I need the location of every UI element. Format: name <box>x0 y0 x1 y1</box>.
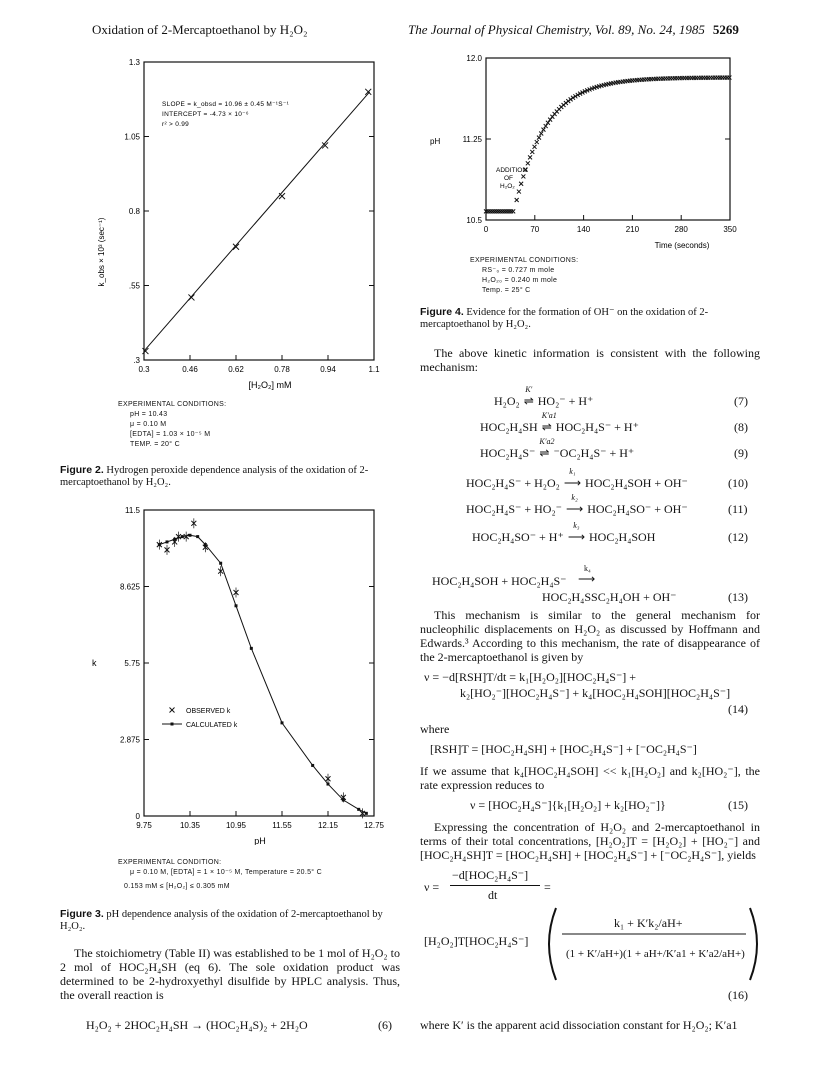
x-tick-label: 0.3 <box>138 365 150 374</box>
x-tick-label: 140 <box>576 225 591 234</box>
equation-number: (7) <box>734 394 748 408</box>
x-tick-label: 10.95 <box>225 821 247 830</box>
equation-13-number: (13) <box>728 590 748 604</box>
conditions-title: EXPERIMENTAL CONDITIONS: <box>118 401 227 408</box>
assumption-paragraph: If we assume that k₄[HOC₂H₄SOH] << k₁[H₂O₂] and k₂[HO₂⁻], the rate expression reduces to <box>420 764 760 792</box>
mechanism-equation <box>472 521 656 545</box>
mechanism-equation <box>480 411 639 435</box>
equation-rhs: HOC₂H₄SO⁻ + OH⁻ <box>587 502 688 516</box>
fit-annotation: INTERCEPT = -4.73 × 10⁻⁶ <box>162 111 249 118</box>
ph-point <box>537 136 541 140</box>
fit-annotation: r² > 0.99 <box>162 121 190 128</box>
where-label: where <box>420 722 450 736</box>
x-tick-label: 1.1 <box>368 365 380 374</box>
mechanism-equation <box>466 493 688 517</box>
running-head-title: Oxidation of 2-Mercaptoethanol by H₂O₂ <box>92 22 308 37</box>
legend-calculated-label: CALCULATED k <box>186 722 238 729</box>
mechanism-equation <box>466 467 688 491</box>
y-tick-label: 2.875 <box>119 735 140 745</box>
caption-label: Figure 3. <box>60 908 104 920</box>
x-axis-label: pH <box>254 836 266 845</box>
x-tick-label: 0.62 <box>228 365 244 374</box>
ph-point <box>530 150 534 154</box>
fit-line <box>144 92 370 351</box>
condition-range: 0.153 mM ≤ [H₂O₂] ≤ 0.305 mM <box>124 883 230 890</box>
calculated-point <box>181 535 184 538</box>
equilibrium-arrow: ⇌ K′a2 <box>539 437 555 460</box>
x-tick-label: 0.78 <box>274 365 290 374</box>
caption-text: Hydrogen peroxide dependence analysis of the oxidation of 2-mercaptoethanol by H₂O₂. <box>60 465 369 488</box>
equation-16-factor-denominator: (1 + K′/aH+)(1 + aH+/K′a1 + K′a2/aH+) <box>566 948 745 960</box>
equation-16-prefactor: [H₂O₂]T[HOC₂H₄S⁻] <box>424 934 529 948</box>
x-tick-label: 11.55 <box>272 821 292 830</box>
data-point <box>279 193 285 199</box>
equation-number: (11) <box>728 502 748 516</box>
equation-16-fraction-bar <box>450 885 540 886</box>
equation-lhs: HOC₂H₄S⁻ <box>480 446 536 460</box>
equation-lhs: HOC₂H₄S⁻ + HO₂⁻ <box>466 502 562 516</box>
y-tick-label: 0 <box>135 812 140 821</box>
x-tick-label: 70 <box>530 225 540 234</box>
mechanism-equation <box>494 385 594 409</box>
equation-13-arrow: ⟶ <box>578 572 596 586</box>
y-tick-label: 11.5 <box>125 506 140 515</box>
condition-h2o2: H₂O₂₀ = 0.240 m mole <box>482 277 558 284</box>
fig4-frame <box>486 58 730 220</box>
y-tick-label: 10.5 <box>466 216 482 225</box>
x-tick-label: 10.35 <box>179 821 201 830</box>
ph-point <box>535 140 539 144</box>
caption-label: Figure 2. <box>60 464 104 476</box>
mechanism-equation <box>480 437 635 461</box>
equation-13-lhs: HOC₂H₄SOH + HOC₂H₄S⁻ <box>432 574 567 588</box>
mechanism-paragraph: This mechanism is similar to the general mechanism for nucleophilic displacements on H₂O₂ as discussed by Hoffmann and Edwards.³ According to this mechanism, the rate of disappearance of the 2-mercaptoethanol is given by <box>420 608 760 664</box>
x-tick-label: 12.15 <box>317 821 339 830</box>
x-axis-label: [H₂O₂] mM <box>248 380 292 390</box>
ph-point <box>539 131 543 135</box>
calculated-point <box>196 535 199 538</box>
ph-point <box>526 161 530 165</box>
equation-16-equals: = <box>544 880 551 894</box>
equation-16-numerator: −d[HOC₂H₄S⁻] <box>452 868 529 882</box>
figure-3-caption <box>60 908 400 933</box>
equilibrium-arrow: ⇌ K′a1 <box>541 411 557 434</box>
x-tick-label: 12.75 <box>363 821 385 830</box>
caption-text: pH dependence analysis of the oxidation of 2-mercaptoethanol by H₂O₂. <box>60 909 383 932</box>
figure-4-conditions <box>470 256 578 296</box>
condition-mu: μ = 0.10 M <box>130 421 167 428</box>
ph-point <box>517 190 521 194</box>
equation-lhs: HOC₂H₄S⁻ + H₂O₂ <box>466 476 560 490</box>
addition-annotation: H₂O₂ <box>500 183 515 190</box>
conditions-title: EXPERIMENTAL CONDITIONS: <box>470 257 579 264</box>
equation-14-line-1: ν = −d[RSH]T/dt = k₁[H₂O₂][HOC₂H₄S⁻] + <box>424 670 637 684</box>
legend-observed-label: OBSERVED k <box>186 708 231 715</box>
x-tick-label: 9.75 <box>136 821 152 830</box>
x-tick-label: 210 <box>625 225 640 234</box>
condition-temp: Temp. = 25° C <box>482 287 531 294</box>
rate-constant: K′a2 <box>539 437 555 446</box>
addition-annotation: OF <box>504 175 514 182</box>
legend-calculated-marker <box>171 723 174 726</box>
condition-rs: RS⁻₀ = 0.727 m mole <box>482 267 555 274</box>
equation-14-number: (14) <box>728 702 748 716</box>
ph-point <box>521 174 525 178</box>
equation-rhs: HO₂⁻ + H⁺ <box>537 394 594 408</box>
equation-16-number: (16) <box>728 988 748 1002</box>
equation-15: ν = [HOC₂H₄S⁻]{k₁[H₂O₂] + k₂[HO₂⁻]} <box>470 798 666 812</box>
y-tick-label: 12.0 <box>466 54 482 63</box>
y-tick-label: 5.75 <box>124 659 140 668</box>
equation-6: H₂O₂ + 2HOC₂H₄SH → (HOC₂H₄S)₂ + 2H₂O <box>86 1018 308 1032</box>
reaction-arrow: ⟶ k₂ <box>566 493 584 516</box>
concentration-paragraph: Expressing the concentration of H₂O₂ and 2-mercaptoethanol in terms of their total concentrations, [H₂O₂]T = [H₂O₂] + [HO₂⁻] and [HOC₂H₄SH]T = [HOC₂H₄SH] + [HOC₂H₄S⁻] + [⁻OC₂H₄S⁻], yields <box>420 820 760 862</box>
y-tick-label: 8.625 <box>119 582 140 592</box>
mechanism-intro: The above kinetic information is consistent with the following mechanism: <box>420 346 760 374</box>
journal-citation: The Journal of Physical Chemistry, Vol. 89, No. 24, 1985 <box>408 22 705 37</box>
calculated-point <box>357 808 360 811</box>
y-tick-label: 0.8 <box>128 207 140 216</box>
equation-number: (10) <box>728 476 748 490</box>
ph-point <box>519 182 523 186</box>
equation-13-rate-constant: k₄ <box>584 564 591 573</box>
figure-2-chart <box>60 52 400 397</box>
conditions-title: EXPERIMENTAL CONDITION: <box>118 859 222 866</box>
fit-annotation: SLOPE = k_obsd = 10.96 ± 0.45 M⁻¹S⁻¹ <box>162 101 290 108</box>
y-axis-label: k_obs × 10³ (sec⁻¹) <box>97 217 106 287</box>
equation-number: (8) <box>734 420 748 434</box>
running-head-journal <box>408 22 739 38</box>
equation-lhs: HOC₂H₄SO⁻ + H⁺ <box>472 530 564 544</box>
rate-constant: k₁ <box>569 467 576 476</box>
y-tick-label: .3 <box>133 356 140 365</box>
equilibrium-arrow: ⇌ K′ <box>523 385 534 408</box>
reaction-arrow: ⟶ k₃ <box>567 521 586 544</box>
calculated-point <box>281 721 284 724</box>
x-axis-label: Time (seconds) <box>654 241 710 250</box>
equation-14-line-2: k₂[HO₂⁻][HOC₂H₄S⁻] + k₄[HOC₂H₄SOH][HOC₂H₄S⁻] <box>460 686 731 700</box>
condition-ph: pH = 10.43 <box>130 411 168 418</box>
y-tick-label: .55 <box>128 281 140 291</box>
equation-15-number: (15) <box>728 798 748 812</box>
figure-2-caption <box>60 464 400 489</box>
equation-16-nu: ν = <box>424 880 440 894</box>
x-tick-label: 0 <box>483 225 489 234</box>
caption-text: Evidence for the formation of OH⁻ on the oxidation of 2-mercaptoethanol by H₂O₂. <box>420 307 709 330</box>
condition-edta: [EDTA] = 1.03 × 10⁻⁵ M <box>130 431 211 438</box>
ph-point <box>515 198 519 202</box>
ph-point <box>544 124 548 128</box>
condition-temp: TEMP. = 20° C <box>130 441 180 448</box>
equation-16-denominator: dt <box>488 888 498 902</box>
ph-point <box>533 145 537 149</box>
calculated-point <box>219 562 222 565</box>
legend-observed-marker <box>170 708 175 713</box>
figure-2-conditions <box>118 400 226 450</box>
equation-number: (12) <box>728 530 748 544</box>
equation-6-number: (6) <box>378 1018 392 1032</box>
y-tick-label: 1.05 <box>124 132 140 142</box>
calculated-point <box>311 764 314 767</box>
calculated-point <box>166 540 169 543</box>
y-tick-label: 11.25 <box>462 135 482 144</box>
stoichiometry-paragraph: The stoichiometry (Table II) was established to be 1 mol of H₂O₂ to 2 mol of HOC₂H₄SH (eq 6). The sole oxidation product was determined to be 2-hydroxyethyl disulfide by HPLC analysis. Thus, the overall reaction is <box>60 946 400 1002</box>
equation-number: (9) <box>734 446 748 460</box>
x-tick-label: 0.94 <box>320 365 336 374</box>
y-axis-label: k <box>92 658 97 668</box>
ph-point <box>541 128 545 132</box>
y-axis-label: pH <box>430 137 441 146</box>
figure-3-conditions <box>118 858 322 892</box>
equation-lhs: HOC₂H₄SH <box>480 420 538 434</box>
equation-rhs: ⁻OC₂H₄S⁻ + H⁺ <box>553 446 635 460</box>
page-number: 5269 <box>712 22 739 37</box>
equation-rhs: HOC₂H₄SOH <box>589 530 656 544</box>
equation-16-factor-numerator: k₁ + K′k₂/aH+ <box>614 916 683 930</box>
calculated-point <box>250 647 253 650</box>
condition-line: μ = 0.10 M, [EDTA] = 1 × 10⁻⁵ M, Temperature = 20.5° C <box>130 869 323 876</box>
addition-annotation: ADDITION <box>496 167 528 174</box>
calculated-point <box>235 604 238 607</box>
calculated-curve <box>159 535 366 813</box>
rate-constant: k₃ <box>573 521 580 530</box>
figure-3-chart <box>60 500 400 845</box>
equation-13-rhs: HOC₂H₄SSC₂H₄OH + OH⁻ <box>542 590 677 604</box>
x-tick-label: 280 <box>674 225 688 234</box>
equation-rhs: HOC₂H₄SOH + OH⁻ <box>585 476 688 490</box>
calculated-point <box>365 812 368 815</box>
equation-rsh-total: [RSH]T = [HOC₂H₄SH] + [HOC₂H₄S⁻] + [⁻OC₂H₄S⁻] <box>430 742 697 756</box>
final-paragraph: where K′ is the apparent acid dissociation constant for H₂O₂; K′a1 <box>420 1018 738 1032</box>
y-tick-label: 1.3 <box>128 58 140 67</box>
calculated-point <box>189 534 192 537</box>
figure-4-chart <box>420 52 760 257</box>
ph-point <box>528 155 532 159</box>
reaction-arrow: ⟶ k₁ <box>563 467 582 490</box>
rate-constant: K′a1 <box>541 411 557 420</box>
x-tick-label: 350 <box>723 225 737 234</box>
x-tick-label: 0.46 <box>182 365 198 374</box>
equation-rhs: HOC₂H₄S⁻ + H⁺ <box>555 420 639 434</box>
equation-lhs: H₂O₂ <box>494 394 520 408</box>
fig3-frame <box>144 510 374 816</box>
caption-label: Figure 4. <box>420 306 464 318</box>
rate-constant: k₂ <box>571 493 578 502</box>
rate-constant: K′ <box>525 385 533 394</box>
figure-4-caption <box>420 306 760 331</box>
data-point <box>188 294 194 300</box>
